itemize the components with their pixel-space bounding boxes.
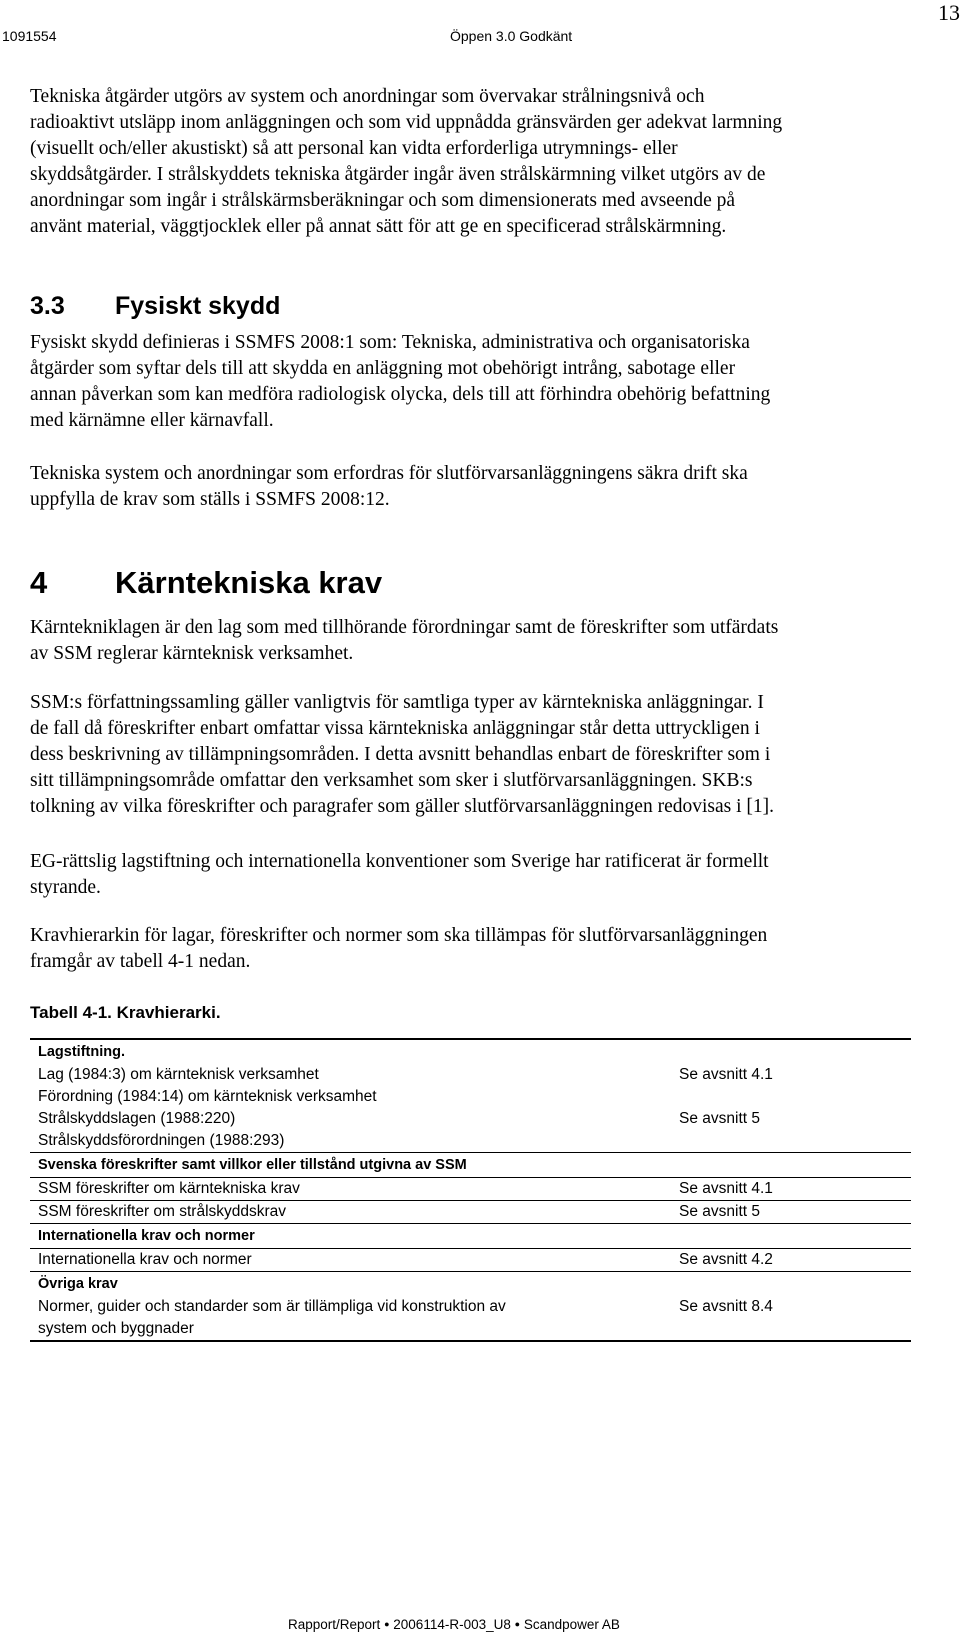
- section-heading-4: [30, 565, 382, 601]
- bullet-separator: ●: [514, 1619, 521, 1629]
- paragraph-eu-legislation: [30, 849, 910, 901]
- table-cell-reference: Se avsnitt 8.4: [679, 1298, 773, 1315]
- text-line: Förordning (1984:14) om kärnteknisk verksamhet: [38, 1088, 377, 1105]
- table-section-row: [30, 1153, 911, 1178]
- text-line: Kravhierarkin för lagar, föreskrifter och normer som ska tillämpas för slutförvarsanläggningen: [30, 925, 768, 946]
- section-title: Fysiskt skydd: [115, 292, 281, 320]
- document-status: Öppen 3.0 Godkänt: [450, 28, 573, 44]
- footer-report-label: Rapport/Report: [288, 1617, 381, 1632]
- footer-company: Scandpower AB: [523, 1617, 620, 1632]
- text-line: sitt tillämpningsområde omfattar den verksamhet som sker i slutförvarsanläggningen. SKB:s: [30, 770, 753, 791]
- section-label-legislation: Lagstiftning.: [30, 1039, 911, 1064]
- section-number: 4: [30, 565, 48, 600]
- table-section-row: [30, 1224, 911, 1249]
- section-number: 3.3: [30, 292, 65, 320]
- text-line: Strålskyddslagen (1988:220): [38, 1110, 236, 1127]
- document-id: 1091554: [2, 28, 57, 44]
- text-line: uppfylla de krav som ställs i SSMFS 2008:12.: [30, 489, 390, 510]
- paragraph-nuclear-law: [30, 615, 910, 667]
- table-cell-requirement: [30, 1296, 671, 1341]
- section-heading-3-3: [30, 292, 280, 321]
- table-cell-reference: Se avsnitt 5: [679, 1110, 760, 1127]
- table-cell-reference: Se avsnitt 4.1: [671, 1178, 911, 1201]
- text-line: Tekniska åtgärder utgörs av system och anordningar som övervakar strålningsnivå och: [30, 86, 705, 107]
- text-line: EG-rättslig lagstiftning och internationella konventioner som Sverige har ratificerat är formellt: [30, 851, 769, 872]
- table-cell-requirement: [30, 1108, 671, 1153]
- table-section-row: [30, 1272, 911, 1297]
- text-line: använt material, väggtjocklek eller på annat sätt för att ge en specificerad strålskärmning.: [30, 216, 727, 237]
- text-line: Strålskyddsförordningen (1988:293): [38, 1132, 285, 1149]
- table-section-row: [30, 1039, 911, 1064]
- table-row: [30, 1201, 911, 1224]
- paragraph-physical-protection-systems: [30, 461, 910, 513]
- text-line: de fall då föreskrifter enbart omfattar vissa kärntekniska anläggningar står detta uttryckligen i: [30, 718, 760, 739]
- text-line: Normer, guider och standarder som är tillämpliga vid konstruktion av: [38, 1298, 506, 1315]
- text-line: framgår av tabell 4-1 nedan.: [30, 951, 251, 972]
- text-line: system och byggnader: [38, 1320, 194, 1337]
- text-line: Tekniska system och anordningar som erfordras för slutförvarsanläggningens säkra drift ska: [30, 463, 748, 484]
- requirement-hierarchy-table: [30, 1038, 911, 1342]
- table-caption: Tabell 4-1. Kravhierarki.: [30, 1003, 221, 1022]
- text-line: SSM:s författningssamling gäller vanligtvis för samtliga typer av kärntekniska anläggningar. I: [30, 692, 764, 713]
- text-line: med kärnämne eller kärnavfall.: [30, 410, 274, 431]
- table-cell-reference: Se avsnitt 5: [671, 1201, 911, 1224]
- bullet-separator: ●: [384, 1619, 390, 1629]
- section-label-other: Övriga krav: [30, 1272, 911, 1297]
- table-cell-requirement: SSM föreskrifter om kärntekniska krav: [30, 1178, 671, 1201]
- table-row: [30, 1108, 911, 1153]
- paragraph-requirement-hierarchy: [30, 923, 910, 975]
- page-footer: [288, 1617, 620, 1632]
- table-cell-reference: Se avsnitt 4.1: [679, 1066, 773, 1083]
- text-line: annan påverkan som kan medföra radiologisk olycka, dels till att förhindra obehörig befattning: [30, 384, 771, 405]
- paragraph-technical-measures: [30, 84, 910, 240]
- text-line: anordningar som ingår i strålskärmsberäkningar och som dimensionerats med avseende på: [30, 190, 736, 211]
- table-row: [30, 1249, 911, 1272]
- table-cell-requirement: Internationella krav och normer: [30, 1249, 671, 1272]
- text-line: åtgärder som syftar dels till att skydda en anläggning mot obehörigt intrång, sabotage eller: [30, 358, 736, 379]
- section-label-swedish-regulations: Svenska föreskrifter samt villkor eller tillstånd utgivna av SSM: [30, 1153, 911, 1178]
- text-line: dess beskrivning av tillämpningsområden. I detta avsnitt behandlas enbart de föreskrifter som i: [30, 744, 771, 765]
- table-row: [30, 1064, 911, 1108]
- text-line: radioaktivt utsläpp inom anläggningen och som vid uppnådda gränsvärden ger adekvat larmning: [30, 112, 783, 133]
- section-title: Kärntekniska krav: [115, 565, 383, 600]
- table-cell-reference: Se avsnitt 4.2: [671, 1249, 911, 1272]
- text-line: skyddsåtgärder. I strålskyddets tekniska åtgärder ingår även strålskärmning vilket utgörs av de: [30, 164, 766, 185]
- table-row: [30, 1296, 911, 1341]
- text-line: Lag (1984:3) om kärnteknisk verksamhet: [38, 1066, 319, 1083]
- footer-report-number: 2006114-R-003_U8: [393, 1617, 511, 1632]
- table-cell-requirement: SSM föreskrifter om strålskyddskrav: [30, 1201, 671, 1224]
- paragraph-physical-protection-definition: [30, 330, 910, 434]
- text-line: (visuellt och/eller akustiskt) så att personal kan vidta erforderliga utrymnings- eller: [30, 138, 678, 159]
- table-cell-requirement: [30, 1064, 671, 1108]
- table-row: [30, 1178, 911, 1201]
- page-number: 13: [938, 0, 960, 25]
- text-line: av SSM reglerar kärnteknisk verksamhet.: [30, 643, 354, 664]
- paragraph-ssm-regulations: [30, 690, 910, 820]
- text-line: tolkning av vilka föreskrifter och paragrafer som gäller slutförvarsanläggningen redovisas i [1].: [30, 796, 774, 817]
- section-label-international: Internationella krav och normer: [30, 1224, 911, 1249]
- text-line: Fysiskt skydd definieras i SSMFS 2008:1 som: Tekniska, administrativa och organisatoriska: [30, 332, 750, 353]
- text-line: Kärntekniklagen är den lag som med tillhörande förordningar samt de föreskrifter som utfärdats: [30, 617, 779, 638]
- text-line: styrande.: [30, 877, 101, 898]
